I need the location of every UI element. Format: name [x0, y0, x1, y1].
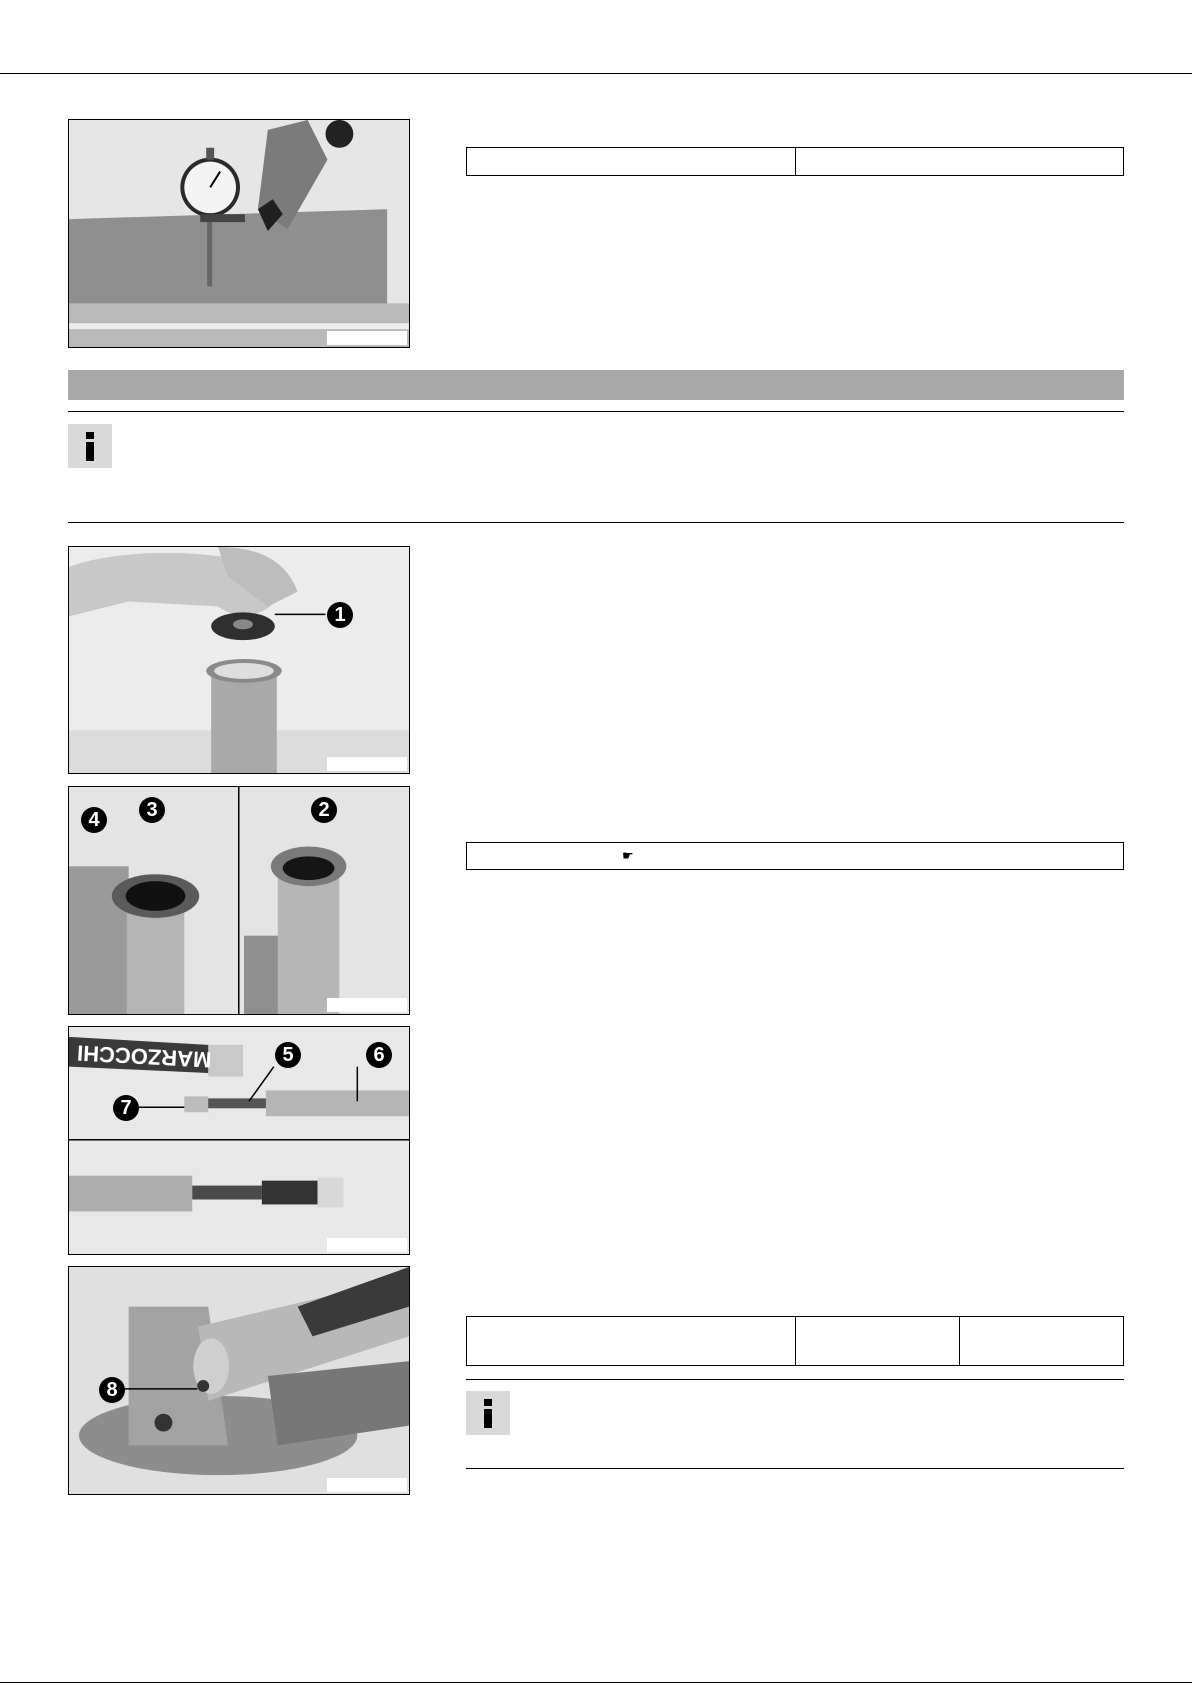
note-rule-bottom [68, 522, 1124, 523]
note-rule-top [466, 1379, 1124, 1380]
spec-table-3 [466, 1316, 1124, 1366]
footer-rule [0, 1682, 1192, 1683]
photo-label-box [327, 1238, 407, 1252]
callout-4: 4 [81, 807, 107, 833]
photo-vise-clamp [68, 1266, 410, 1495]
photo-dial-gauge [68, 119, 410, 348]
photo-label-box [327, 1478, 407, 1492]
callout-7: 7 [113, 1095, 139, 1121]
callout-2: 2 [311, 797, 337, 823]
note-rule-bottom [466, 1468, 1124, 1469]
pointing-hand-icon: ☛ [622, 848, 634, 863]
header-rule [0, 73, 1192, 74]
photo-dust-seal [68, 546, 410, 774]
reference-table [466, 842, 1124, 870]
brand-label: MARZOCCHI [76, 1040, 212, 1073]
photo-label-box [327, 757, 407, 771]
section-heading-bar [68, 370, 1124, 400]
photo-label-box [327, 331, 407, 345]
table-divider [795, 148, 796, 175]
spec-table-1 [466, 147, 1124, 176]
callout-1: 1 [327, 602, 353, 628]
callout-8: 8 [99, 1377, 125, 1403]
callout-6: 6 [366, 1042, 392, 1068]
photo-outer-tubes [68, 786, 410, 1015]
callout-3: 3 [139, 797, 165, 823]
photo-label-box [327, 998, 407, 1012]
callout-5: 5 [275, 1042, 301, 1068]
photo-damper-cartridge [68, 1026, 410, 1255]
table-divider [795, 1317, 796, 1365]
note-rule-top [68, 411, 1124, 412]
info-icon [68, 424, 112, 468]
info-icon [466, 1391, 510, 1435]
table-divider [959, 1317, 960, 1365]
